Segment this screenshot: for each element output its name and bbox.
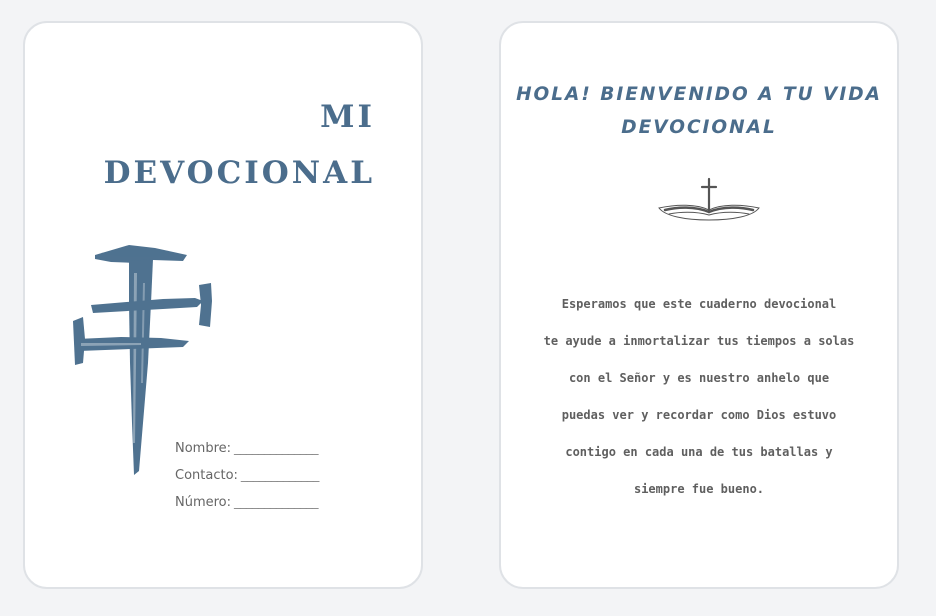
number-line: ______________ — [234, 495, 319, 510]
welcome-line-1: Esperamos que este cuaderno devocional — [561, 297, 837, 311]
welcome-title-line-2: DEVOCIONAL — [621, 117, 777, 138]
welcome-line-4: puedas ver y recordar como Dios estuvo — [561, 408, 837, 422]
welcome-page — [499, 21, 899, 589]
welcome-line-5: contigo en cada una de tus batallas y — [565, 445, 833, 459]
name-line: ______________ — [234, 441, 319, 456]
number-field — [175, 489, 319, 516]
cover-title-line-1: MI — [320, 99, 375, 135]
contact-line: _____________ — [240, 468, 319, 483]
cover-title — [104, 89, 375, 201]
welcome-line-3: con el Señor y es nuestro anhelo que — [568, 371, 830, 385]
welcome-title-line-1: HOLA! BIENVENIDO A TU VIDA — [516, 84, 882, 105]
cover-title-line-2: DEVOCIONAL — [103, 155, 375, 191]
cover-page — [23, 21, 423, 589]
name-label: Nombre: — [175, 441, 232, 456]
welcome-message — [541, 286, 857, 508]
contact-label: Contacto: — [175, 468, 238, 483]
name-field — [175, 435, 319, 462]
contact-field — [175, 462, 319, 489]
contact-fields — [175, 435, 319, 516]
welcome-line-6: siempre fue bueno. — [633, 482, 765, 496]
welcome-line-2: te ayude a inmortalizar tus tiempos a solas — [543, 334, 855, 348]
open-bible-cross-icon — [655, 176, 763, 224]
number-label: Número: — [175, 495, 232, 510]
welcome-title — [501, 78, 897, 144]
